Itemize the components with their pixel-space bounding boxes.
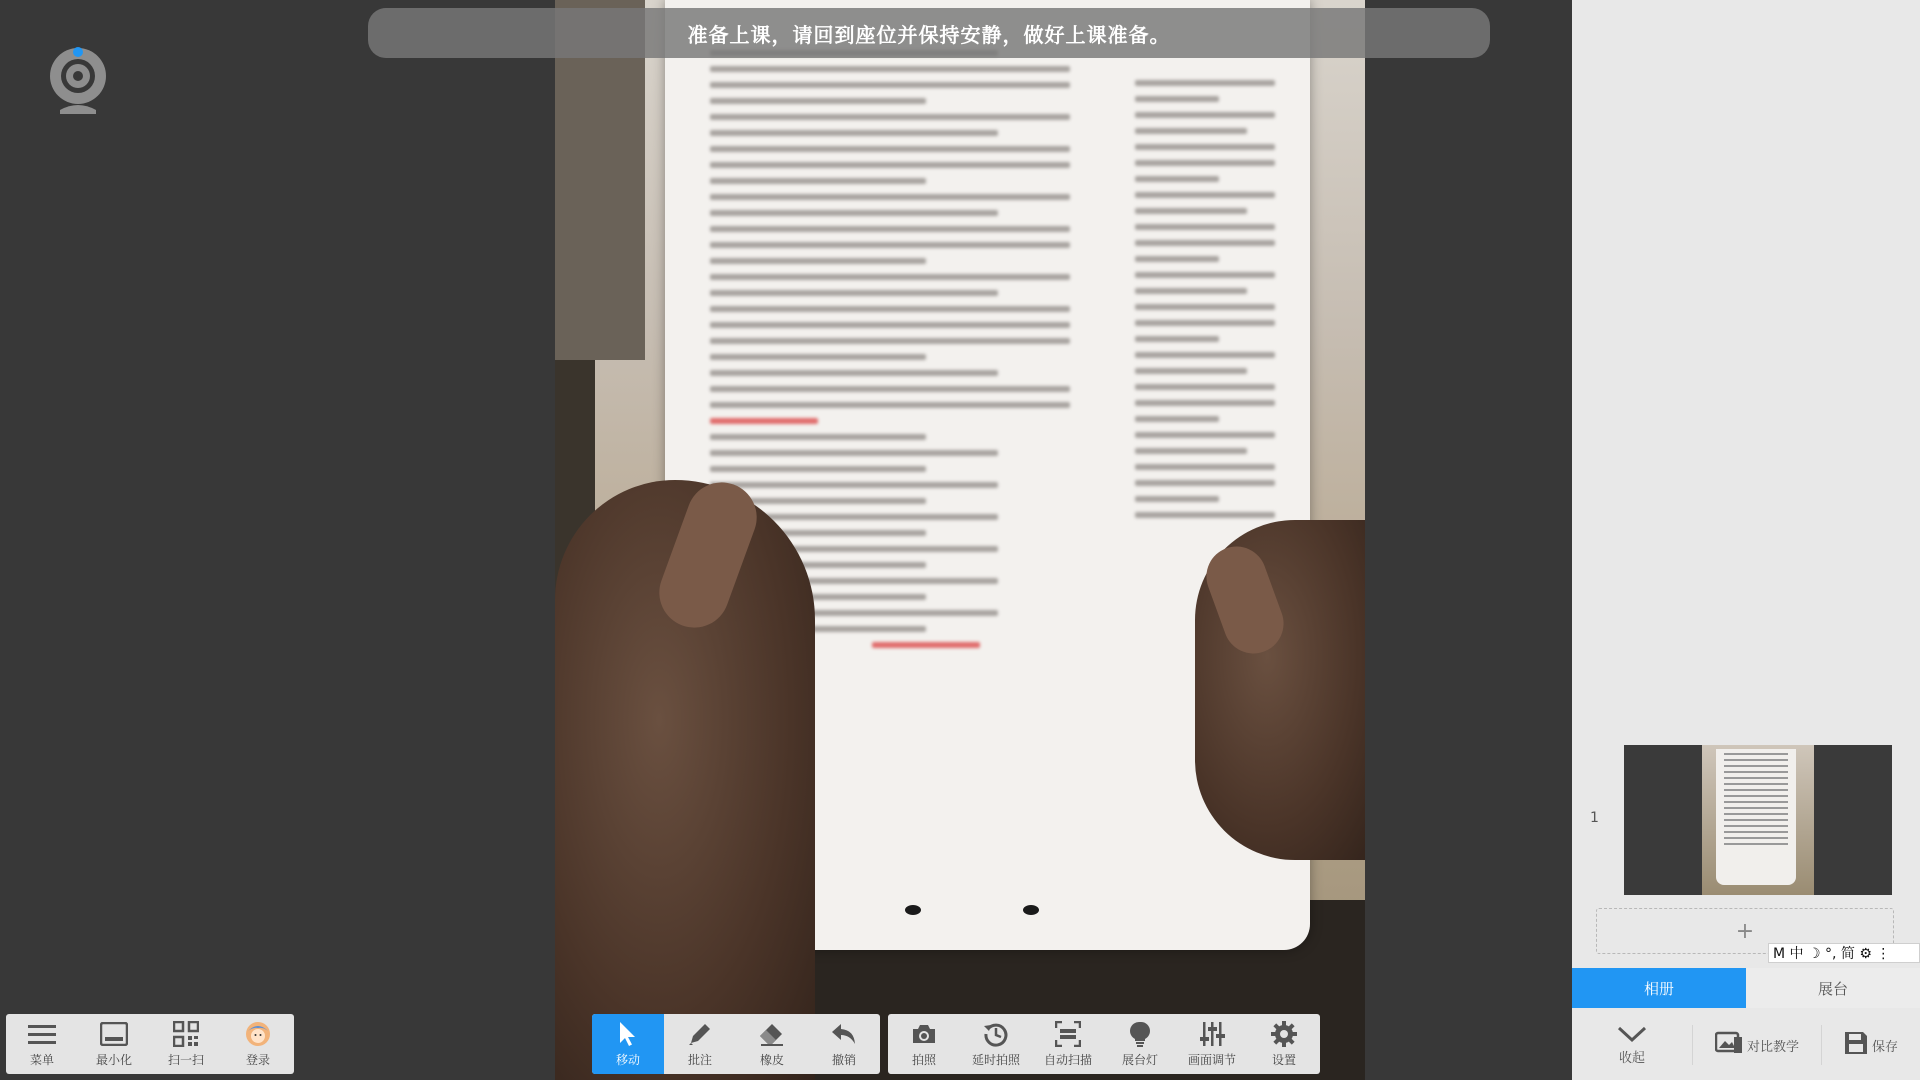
login-label: 登录 <box>245 1052 270 1067</box>
edit-toolbar <box>592 1014 880 1074</box>
minimize-button[interactable] <box>78 1014 150 1074</box>
delayed-photo-button[interactable] <box>960 1014 1032 1074</box>
scan-icon <box>1055 1021 1081 1047</box>
panel-tabs <box>1572 968 1920 1008</box>
auto-scan-label: 自动扫描 <box>1043 1052 1092 1067</box>
eraser-icon <box>758 1021 786 1047</box>
photo-button[interactable] <box>888 1014 960 1074</box>
settings-button[interactable] <box>1248 1014 1320 1074</box>
move-label: 移动 <box>615 1052 640 1067</box>
booth-lamp-button[interactable] <box>1104 1014 1176 1074</box>
save-label: 保存 <box>1871 1039 1898 1055</box>
photo-label: 拍照 <box>911 1052 936 1067</box>
delayed-photo-label: 延时拍照 <box>971 1052 1020 1067</box>
eraser-label: 橡皮 <box>759 1052 784 1067</box>
undo-icon <box>830 1021 858 1047</box>
gear-icon <box>1271 1021 1297 1047</box>
annotate-button[interactable] <box>664 1014 736 1074</box>
notice-banner: 准备上课，请回到座位并保持安静，做好上课准备。 <box>368 8 1490 58</box>
eraser-button[interactable] <box>736 1014 808 1074</box>
scan-qr-button[interactable] <box>150 1014 222 1074</box>
settings-label: 设置 <box>1271 1052 1296 1067</box>
chevron-down-icon <box>1617 1025 1647 1047</box>
save-button[interactable] <box>1822 1031 1920 1059</box>
scan-qr-label: 扫一扫 <box>167 1052 204 1067</box>
right-panel <box>1572 0 1920 1080</box>
timer-icon <box>983 1021 1009 1047</box>
undo-label: 撤销 <box>831 1052 856 1067</box>
thumbnail-image <box>1702 745 1814 895</box>
user-avatar-icon <box>245 1021 271 1047</box>
ime-toolbar[interactable]: M 中 ☽ °, 简 ⚙ ⋮ <box>1768 943 1920 963</box>
camera-feed[interactable] <box>555 0 1365 1080</box>
save-icon <box>1844 1031 1868 1059</box>
compare-icon <box>1715 1031 1743 1059</box>
binder-hole <box>905 905 921 915</box>
image-adjust-button[interactable] <box>1176 1014 1248 1074</box>
booth-lamp-label: 展台灯 <box>1121 1052 1158 1067</box>
plus-icon: + <box>1735 918 1755 944</box>
image-adjust-label: 画面调节 <box>1187 1052 1236 1067</box>
sliders-icon <box>1199 1021 1225 1047</box>
menu-icon <box>28 1021 56 1047</box>
cursor-icon <box>617 1021 639 1047</box>
tab-booth[interactable]: 展台 <box>1746 968 1920 1008</box>
auto-scan-button[interactable] <box>1032 1014 1104 1074</box>
lamp-icon <box>1129 1021 1151 1047</box>
pen-icon <box>687 1021 713 1047</box>
menu-button[interactable] <box>6 1014 78 1074</box>
capture-toolbar <box>888 1014 1320 1074</box>
thumbnail-index: 1 <box>1590 810 1599 826</box>
collapse-label: 收起 <box>1618 1050 1645 1066</box>
move-button[interactable] <box>592 1014 664 1074</box>
minimize-label: 最小化 <box>95 1052 132 1067</box>
minimize-icon <box>100 1021 128 1047</box>
panel-actions <box>1572 1010 1920 1080</box>
collapse-button[interactable] <box>1572 1025 1692 1066</box>
annotate-label: 批注 <box>687 1052 712 1067</box>
undo-button[interactable] <box>808 1014 880 1074</box>
tab-album[interactable]: 相册 <box>1572 968 1746 1008</box>
camera-icon <box>911 1021 937 1047</box>
album-thumbnail[interactable] <box>1624 745 1892 895</box>
menu-label: 菜单 <box>29 1052 54 1067</box>
compare-teaching-button[interactable] <box>1692 1025 1822 1065</box>
login-button[interactable] <box>222 1014 294 1074</box>
webcam-icon[interactable] <box>48 44 108 116</box>
qr-code-icon <box>173 1021 199 1047</box>
binder-hole <box>1023 905 1039 915</box>
left-toolbar <box>6 1014 294 1074</box>
compare-label: 对比教学 <box>1746 1039 1799 1055</box>
